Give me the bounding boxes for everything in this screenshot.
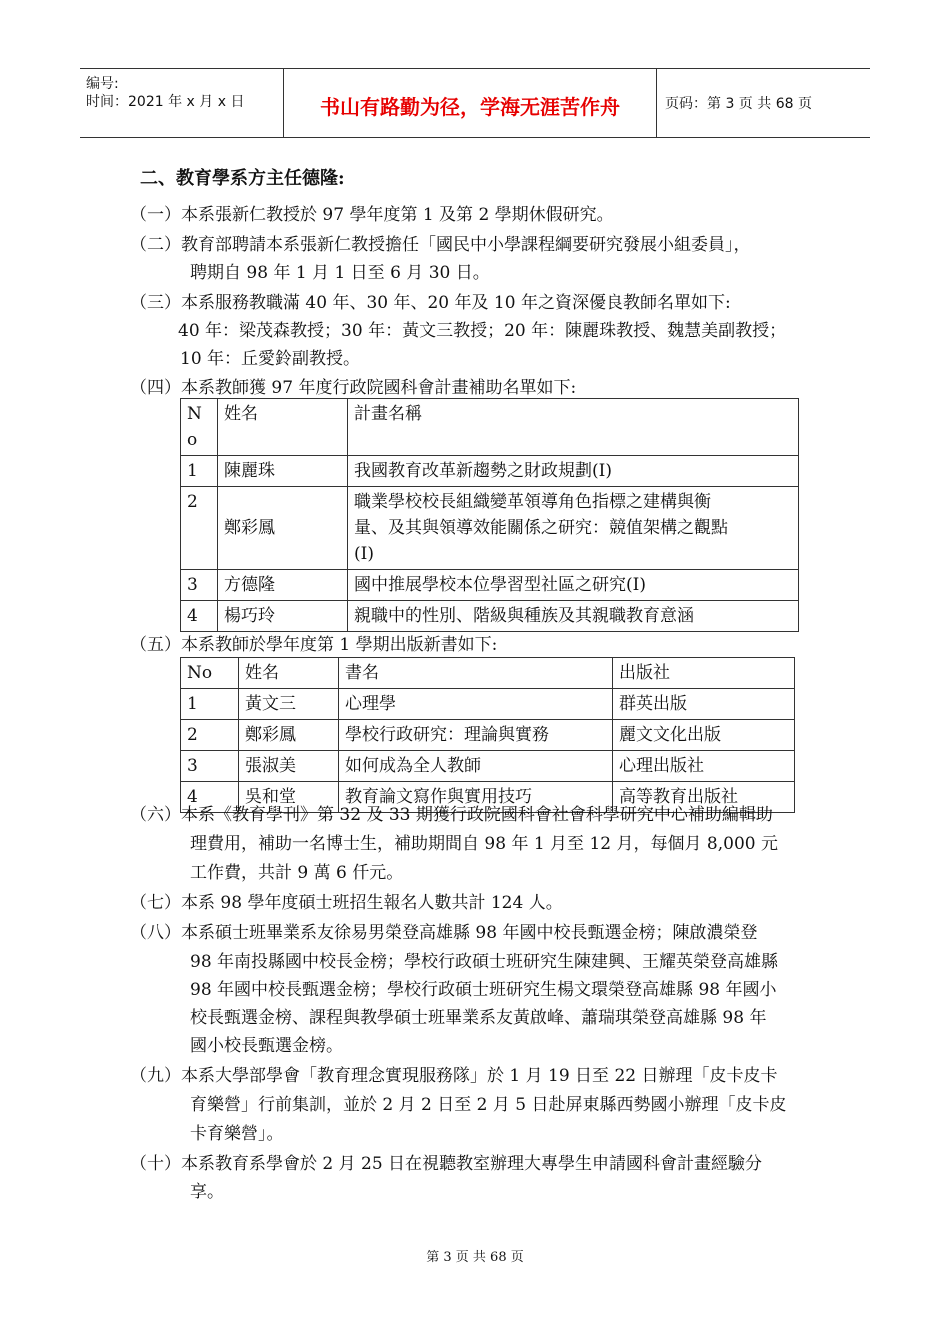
item-9: （九）本系大學部學會「教育理念實現服務隊」於 1 月 19 日至 22 日辦理「皮卡皮卡 bbox=[130, 1066, 778, 1086]
item-8-cont-3: 校長甄選金榜、課程與教學碩士班畢業系友黃啟峰、蕭瑞琪榮登高雄縣 98 年 bbox=[190, 1008, 767, 1028]
number-label: 编号: bbox=[86, 76, 119, 92]
header-meta bbox=[80, 69, 284, 137]
item-8-cont-4: 國小校長甄選金榜。 bbox=[190, 1036, 343, 1056]
motto: 书山有路勤为径，学海无涯苦作舟 bbox=[320, 95, 620, 119]
item-2-cont: 聘期自 98 年 1 月 1 日至 6 月 30 日。 bbox=[190, 263, 490, 283]
table-header-row bbox=[181, 399, 799, 456]
item-5: （五）本系教師於學年度第 1 學期出版新書如下: bbox=[130, 635, 498, 655]
book-table bbox=[180, 657, 795, 813]
item-9-cont-2: 卡育樂營」。 bbox=[190, 1124, 284, 1144]
table-header-row: No 姓名 書名 出版社 bbox=[181, 658, 795, 689]
table-row: 1 黃文三 心理學 群英出版 bbox=[181, 689, 795, 720]
item-8-cont-2: 98 年國中校長甄選金榜；學校行政碩士班研究生楊文環榮登高雄縣 98 年國小 bbox=[190, 980, 777, 1000]
section-heading: 二、教育學系方主任德隆: bbox=[140, 168, 345, 189]
header-no: N o bbox=[181, 399, 218, 456]
item-6: （六）本系《教育學刊》第 32 及 33 期獲行政院國科會社會科學研究中心補助編輯助 bbox=[130, 805, 773, 825]
page-footer: 第 3 页 共 68 页 bbox=[426, 1250, 524, 1265]
item-8-cont-1: 98 年南投縣國中校長金榜；學校行政碩士班研究生陳建興、王耀英榮登高雄縣 bbox=[190, 952, 779, 972]
item-4: （四）本系教師獲 97 年度行政院國科會計畫補助名單如下: bbox=[130, 378, 577, 398]
item-10-cont: 享。 bbox=[190, 1182, 224, 1202]
table-row: 2 鄭彩鳳 學校行政研究：理論與實務 麗文文化出版 bbox=[181, 720, 795, 751]
table-row: 4 楊巧玲 親職中的性別、階級與種族及其親職教育意涵 bbox=[181, 601, 799, 632]
table-row: 4 吳和堂 教育論文寫作與實用技巧 高等教育出版社 bbox=[181, 782, 795, 813]
item-3-cont-1: 40 年：梁茂森教授；30 年：黃文三教授；20 年：陳麗珠教授、魏慧美副教授； bbox=[178, 321, 787, 341]
table-row: 2 鄭彩鳳 職業學校校長組織變革領導角色指標之建構與衡 量、及其與領導效能關係之研究：競值架構之觀點 (I) bbox=[181, 487, 799, 570]
item-3-cont-2: 10 年：丘愛鈴副教授。 bbox=[180, 349, 361, 369]
page-info: 页码：第 3 页 共 68 页 bbox=[665, 96, 812, 112]
table-row: 3 張淑美 如何成為全人教師 心理出版社 bbox=[181, 751, 795, 782]
header-project: 計畫名稱 bbox=[348, 399, 799, 456]
grant-table bbox=[180, 398, 799, 632]
header-name: 姓名 bbox=[218, 399, 348, 456]
item-7: （七）本系 98 學年度碩士班招生報名人數共計 124 人。 bbox=[130, 893, 563, 913]
item-10: （十）本系教育系學會於 2 月 25 日在視聽教室辦理大專學生申請國科會計畫經驗分 bbox=[130, 1154, 763, 1174]
table-row: 1 陳麗珠 我國教育改革新趨勢之財政規劃(I) bbox=[181, 456, 799, 487]
item-8: （八）本系碩士班畢業系友徐易男榮登高雄縣 98 年國中校長甄選金榜；陳啟濃榮登 bbox=[130, 923, 758, 943]
table-row: 3 方德隆 國中推展學校本位學習型社區之研究(I) bbox=[181, 570, 799, 601]
item-2: （二）教育部聘請本系張新仁教授擔任「國民中小學課程綱要研究發展小組委員」， bbox=[130, 235, 751, 255]
page-header bbox=[80, 68, 870, 138]
item-6-cont-1: 理費用，補助一名博士生，補助期間自 98 年 1 月至 12 月，每個月 8,000 元 bbox=[190, 834, 778, 854]
header-motto-cell bbox=[284, 69, 657, 137]
time-label: 时间：2021 年 x 月 x 日 bbox=[86, 94, 245, 110]
item-1: （一）本系張新仁教授於 97 學年度第 1 及第 2 學期休假研究。 bbox=[130, 205, 614, 225]
item-6-cont-2: 工作費，共計 9 萬 6 仟元。 bbox=[190, 863, 404, 883]
item-3: （三）本系服務教職滿 40 年、30 年、20 年及 10 年之資深優良教師名單如下: bbox=[130, 293, 731, 313]
item-9-cont-1: 育樂營」行前集訓，並於 2 月 2 日至 2 月 5 日赴屏東縣西勢國小辦理「皮卡皮 bbox=[190, 1095, 787, 1115]
